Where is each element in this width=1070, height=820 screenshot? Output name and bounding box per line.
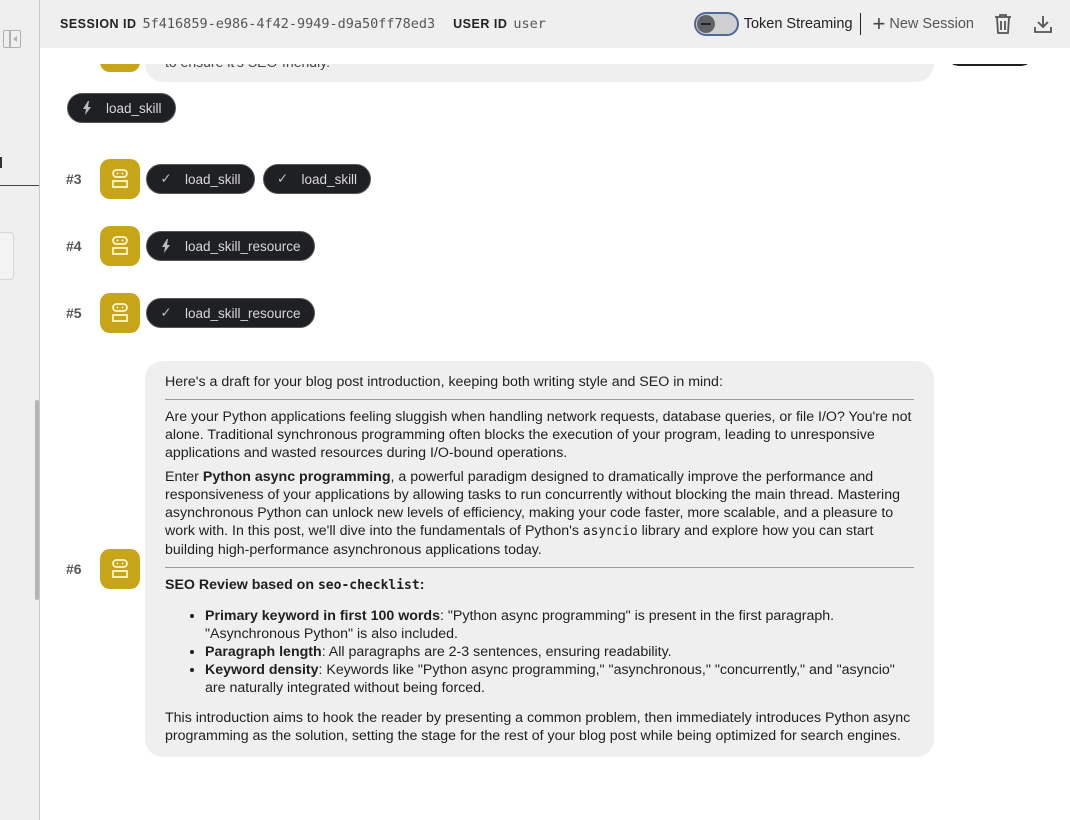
- message-divider: [165, 399, 914, 400]
- review-item: [205, 643, 914, 661]
- download-icon: [1034, 15, 1052, 33]
- function-response-pill[interactable]: [146, 298, 315, 328]
- message-paragraph: Are your Python applications feeling sluggish when handling network requests, database queries, or file I/O? You're not alone. Traditional synchronous programming often blocks the execution of your program, leading to unresponsive applications and wasted resources during I/O-bound operations.: [165, 409, 912, 461]
- token-streaming-toggle[interactable]: [694, 12, 739, 36]
- bot-message-bubble: [145, 361, 934, 757]
- text-run: library and explore how you can start building high-performance asynchronous applications today.: [165, 523, 874, 558]
- scroll-clip: [40, 48, 1070, 64]
- review-item: [205, 607, 914, 643]
- bot-avatar: [100, 226, 140, 266]
- pill-label: load_skill: [185, 171, 241, 187]
- sidebar-tab-indicator: [0, 157, 2, 168]
- message-divider: [165, 567, 914, 568]
- text-run: :: [419, 577, 425, 593]
- text-run: , a powerful paradigm designed to dramatically improve the performance and responsiveness of your applications by allowing tasks to run concurrently without blocking the main thread. Mastering asynchronous Python can unlock new levels of efficiency, making your code faster, more scalable, and a pleasure to work with. In this post, we'll dive into the fundamentals of Python's: [165, 469, 900, 539]
- chat-transcript: [40, 48, 1070, 820]
- delete-session-button[interactable]: [992, 13, 1014, 35]
- pill-label: load_skill: [106, 100, 162, 116]
- new-session-label: New Session: [889, 16, 974, 32]
- new-session-button[interactable]: [872, 11, 974, 36]
- event-row: [67, 93, 184, 123]
- function-call-pill[interactable]: [146, 231, 315, 261]
- check-icon: ✓: [160, 305, 172, 320]
- event-number: #3: [66, 171, 82, 187]
- review-item-title: Primary keyword in first 100 words: [205, 608, 440, 624]
- review-item-text: : "Python async programming" is present in the first paragraph. "Asynchronous Python" is also included.: [205, 608, 835, 642]
- review-item-title: Keyword density: [205, 662, 319, 678]
- pill-label: load_skill_resource: [185, 305, 301, 321]
- sidebar: [0, 0, 40, 820]
- robot-icon: [111, 559, 129, 579]
- toggle-knob-icon: [697, 15, 715, 33]
- function-response-pill[interactable]: [146, 164, 255, 194]
- header-actions: [694, 0, 1054, 48]
- review-list: [205, 607, 914, 697]
- check-icon: ✓: [160, 171, 172, 186]
- review-item-text: : Keywords like "Python async programming," "asynchronous," "concurrently," and "asyncio" are naturally integrated without being forced.: [205, 662, 895, 696]
- bolt-icon: [80, 101, 94, 115]
- download-button[interactable]: [1032, 13, 1054, 35]
- message-paragraph: [165, 468, 914, 559]
- text-run: SEO Review based on: [165, 577, 318, 593]
- event-row: [40, 159, 379, 199]
- function-call-pill[interactable]: [67, 93, 176, 123]
- text-run: Enter: [165, 469, 203, 485]
- review-heading: [165, 576, 914, 595]
- bot-avatar: [100, 549, 140, 589]
- sidebar-divider: [0, 185, 40, 186]
- trash-icon: [994, 14, 1012, 34]
- bold-keyword: Python async programming: [202, 469, 391, 485]
- user-id-value: user: [513, 16, 546, 32]
- bolt-icon: [159, 239, 173, 253]
- event-row: [40, 549, 146, 589]
- event-number: #6: [66, 561, 82, 577]
- function-response-pill[interactable]: [263, 164, 372, 194]
- event-number: #5: [66, 305, 82, 321]
- review-item-text: : All paragraphs are 2-3 sentences, ensuring readability.: [321, 644, 672, 660]
- pill-label: load_skill: [301, 171, 358, 187]
- robot-icon: [111, 169, 129, 189]
- review-item: [205, 661, 914, 697]
- message-conclusion: This introduction aims to hook the reader by presenting a common problem, then immediately introduces Python async programming as the solution, setting the stage for the rest of your blog post while being optimized for search engines.: [165, 710, 911, 744]
- sidebar-scrollbar[interactable]: [35, 400, 39, 600]
- message-intro: Here's a draft for your blog post introduction, keeping both writing style and SEO in mind:: [165, 374, 723, 390]
- event-row: [40, 293, 323, 333]
- inline-code: asyncio: [582, 524, 638, 539]
- user-id-label: USER ID: [453, 17, 508, 31]
- bot-avatar: [100, 159, 140, 199]
- robot-icon: [111, 303, 129, 323]
- plus-icon: +: [872, 11, 886, 36]
- sidebar-toggle-icon[interactable]: [3, 30, 21, 48]
- inline-code: seo-checklist: [317, 578, 420, 593]
- session-id-label: SESSION ID: [60, 17, 137, 31]
- robot-icon: [111, 236, 129, 256]
- pill-label: load_skill_resource: [185, 238, 301, 254]
- token-streaming-label: Token Streaming: [744, 13, 861, 35]
- check-icon: ✓: [276, 171, 289, 186]
- session-id-value: 5f416859-e986-4f42-9949-d9a50ff78ed3: [142, 16, 436, 32]
- bot-avatar: [100, 293, 140, 333]
- review-item-title: Paragraph length: [205, 644, 322, 660]
- event-row: [40, 226, 323, 266]
- session-header: [40, 0, 1070, 48]
- sidebar-card[interactable]: [0, 232, 14, 280]
- event-number: #4: [66, 238, 82, 254]
